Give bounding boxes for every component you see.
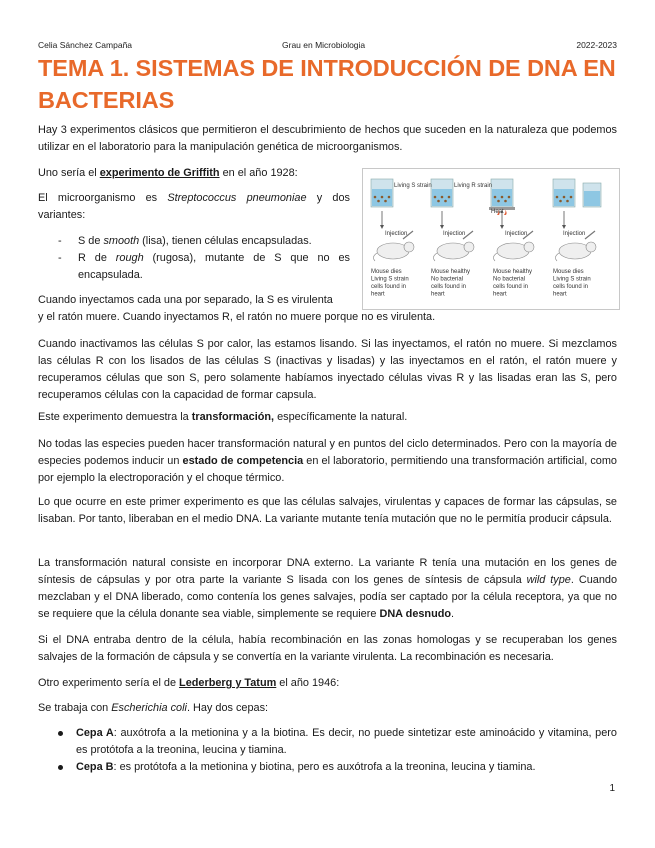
outcome-label: Mouse dies (371, 269, 402, 275)
list-item: - S de smooth (lisa), tienen células encapsuladas. (58, 235, 312, 247)
competence-paragraph: No todas las especies pueden hacer transformación natural y en puntos del ciclo determinados. Pero con la mayoría de especies podemos inducir un estado de competencia en el laboratorio, permitiendo una transformación artificial, como por ejemplo la electroporación y el choque térmico. (38, 438, 617, 484)
injection-label-2: Injection (443, 231, 466, 237)
heat-label: Heat (491, 209, 504, 215)
outcome-label: Living S strain (553, 276, 591, 283)
outcome-label: Mouse healthy (431, 269, 471, 275)
header-course: Grau en Microbiologia (282, 40, 366, 50)
variants-list (38, 233, 350, 284)
page-number: 1 (609, 783, 615, 794)
outcome-label: cells found in (493, 284, 529, 290)
injection-label-4: Injection (563, 231, 586, 237)
injection-label-1: Injection (385, 231, 408, 237)
griffith-name: experimento de Griffith (99, 167, 220, 179)
bullet-icon (58, 765, 63, 770)
page-title: TEMA 1. SISTEMAS DE INTRODUCCIÓN DE DNA EN BACTERIAS (38, 55, 616, 113)
recombination-paragraph: Si el DNA entraba dentro de la célula, había recombinación en las zonas homologas y se recuperaban los genes salvajes de la formación de cápsula y se convertía en la variante virulenta. La recombinación es necesaria. (38, 634, 617, 663)
outcome-label: Mouse dies (553, 269, 584, 275)
griffith-diagram (363, 169, 619, 309)
header-year: 2022-2023 (576, 40, 617, 50)
griffith-figure (362, 168, 620, 310)
list-item: - R de rough (rugosa), mutante de S que no es encapsulada. (58, 252, 351, 281)
griffith-organism: El microorganismo es Streptococcus pneumoniae y dos variantes: (38, 192, 350, 221)
outcome-label: cells found in (431, 284, 467, 290)
ecoli-intro: Se trabaja con Escherichia coli. Hay dos cepas: (38, 702, 269, 714)
species-name: Streptococcus pneumoniae (167, 192, 307, 204)
first-experiment-paragraph: Lo que ocurre en este primer experimento es que las células salvajes, virulentas y capaces de formar las cápsulas, se lisaban. Por tanto, liberaban en el medio DNA. La variante mutante tenía mutación que no le permitía producir cápsula. (38, 496, 617, 525)
beaker-icon (371, 179, 393, 207)
outcome-label: heart (431, 291, 445, 298)
outcome-label: heart (371, 291, 385, 298)
strains-list (38, 725, 617, 776)
outcome-label: No bacterial (493, 276, 526, 283)
beaker-icon (553, 179, 575, 207)
beaker-icon (583, 183, 601, 207)
outcome-label: cells found in (553, 284, 589, 290)
intro-paragraph: Hay 3 experimentos clásicos que permitieron el descubrimiento de hechos que suceden en la naturaleza que podemos utilizar en el laboratorio para la manipulación genética de microorganismos. (38, 124, 617, 153)
bullet-icon (58, 731, 63, 736)
beaker-icon (431, 179, 453, 207)
outcome-label: heart (553, 291, 567, 298)
griffith-inactivate: Cuando inactivamos las células S por calor, las estamos lisando. Si las inyectamos, el ratón no muere. Si mezclamos las células R con los lisados de las células S (inactivas y lisadas) y las inyectamos en el ratón, el ratón muere y recuperamos células que son S, pero solamente habíamos inyectado células vivas R y las lisadas eran las S, pero recuperamos células con la capacidad de formar capsula. (38, 338, 617, 401)
outcome-label: cells found in (371, 284, 407, 290)
griffith-inject-short: Cuando inyectamos cada una por separado, la S es virulenta (38, 294, 333, 306)
lederberg-intro: Otro experimento sería el de Lederberg y Tatum el año 1946: (38, 677, 340, 689)
syringe-icon (585, 231, 595, 239)
outcome-label: No bacterial (431, 276, 464, 283)
griffith-demonstration: Este experimento demuestra la transformación, específicamente la natural. (38, 411, 408, 423)
list-item: Cepa A: auxótrofa a la metionina y a la biotina. Es decir, no puede sintetizar este aminoácido y vitamina, pero es protótofa a la treonina, leucina y tiamina. (38, 725, 617, 759)
outcome-label: Living S strain (371, 276, 409, 283)
lederberg-name: Lederberg y Tatum (179, 677, 277, 689)
header-author: Celia Sánchez Campaña (38, 40, 133, 50)
injection-label-3: Injection (505, 231, 528, 237)
beaker-label-2: Living R strain (454, 183, 493, 189)
outcome-label: Mouse healthy (493, 269, 533, 275)
griffith-inject-rest: y el ratón muere. Cuando inyectamos R, el ratón no muere porque no es virulenta. (38, 311, 436, 323)
griffith-intro: Uno sería el experimento de Griffith en el año 1928: (38, 167, 298, 179)
list-item: Cepa B: es protótofa a la metionina y biotina, pero es auxótrofa a la treonina, leucina y tiamina. (38, 759, 617, 776)
natural-transformation-paragraph: La transformación natural consiste en incorporar DNA externo. La variante R tenía una mutación en los genes de síntesis de cápsulas y por otra parte la variante S lisada con los genes de síntesis de cápsula wild type. Cuando mezclaban y el DNA liberado, como contenía los genes salvajes, podía ser captado por la célula receptora, ya que no se requiere que la célula donante sea viable, simplemente se requiere DNA desnudo. (38, 557, 617, 620)
beaker-label-1: Living S strain (394, 183, 432, 189)
outcome-label: heart (493, 291, 507, 298)
